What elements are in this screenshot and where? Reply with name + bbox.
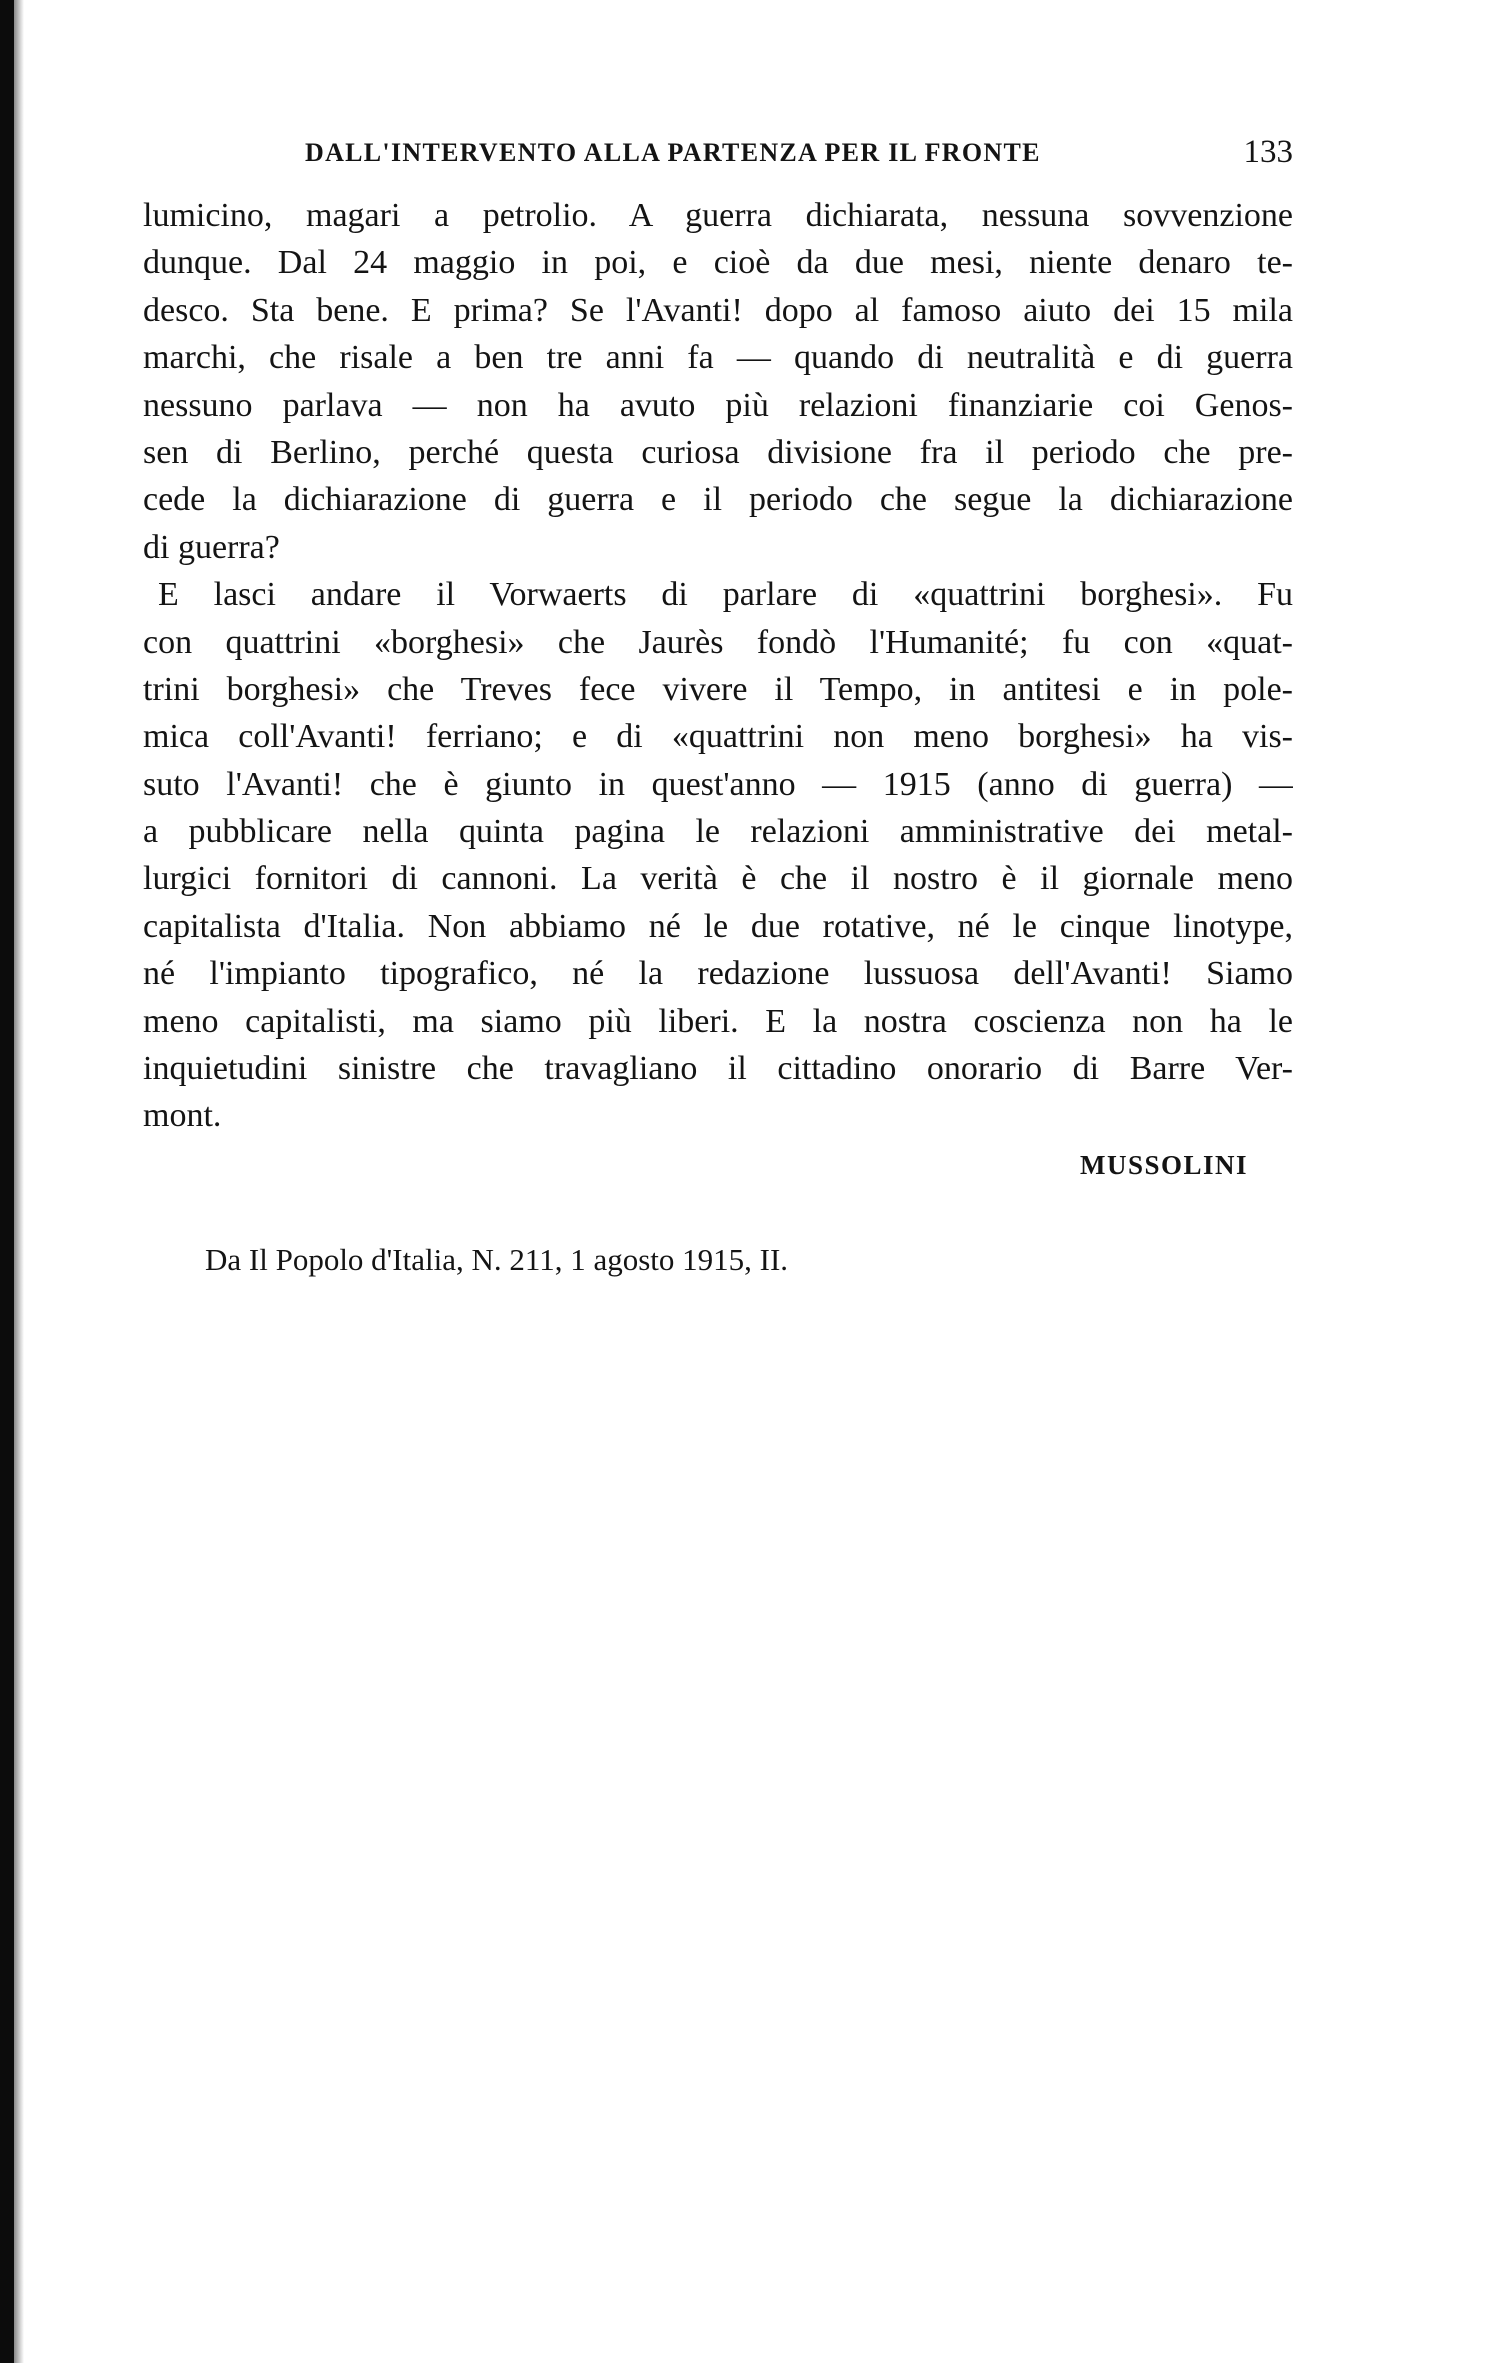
page-number: 133	[1243, 134, 1293, 170]
author-signature: MUSSOLINI	[1080, 1150, 1249, 1180]
text-line: mont.	[143, 1097, 222, 1135]
text-line: capitalista d'Italia. Non abbiamo né le due rotative, né le cinque linotype,	[143, 907, 1293, 945]
book-spine-gradient	[14, 0, 24, 2363]
text-line: né l'impianto tipografico, né la redazione lussuosa dell'Avanti! Siamo	[143, 955, 1293, 993]
text-line: cede la dichiarazione di guerra e il periodo che segue la dichiarazione	[143, 481, 1293, 519]
text-line: dunque. Dal 24 maggio in poi, e cioè da due mesi, niente denaro te-	[143, 244, 1293, 282]
text-line: desco. Sta bene. E prima? Se l'Avanti! dopo al famoso aiuto dei 15 mila	[143, 291, 1293, 329]
text-line: trini borghesi» che Treves fece vivere il Tempo, in antitesi e in pole-	[143, 670, 1293, 708]
text-line: marchi, che risale a ben tre anni fa — quando di neutralità e di guerra	[143, 339, 1293, 377]
text-line: inquietudini sinistre che travagliano il cittadino onorario di Barre Ver-	[143, 1050, 1293, 1088]
text-line: mica coll'Avanti! ferriano; e di «quattrini non meno borghesi» ha vis-	[143, 718, 1293, 756]
text-line: lumicino, magari a petrolio. A guerra dichiarata, nessuna sovvenzione	[143, 197, 1293, 234]
source-note: Da Il Popolo d'Italia, N. 211, 1 agosto 1915, II.	[205, 1242, 789, 1277]
running-title: DALL'INTERVENTO ALLA PARTENZA PER IL FRONTE	[305, 138, 1041, 167]
text-line: con quattrini «borghesi» che Jaurès fondò l'Humanité; fu con «quat-	[143, 623, 1293, 661]
book-spine-shadow	[0, 0, 14, 2363]
text-line: a pubblicare nella quinta pagina le relazioni amministrative dei metal-	[143, 813, 1293, 851]
running-head	[305, 134, 1293, 178]
text-line: meno capitalisti, ma siamo più liberi. E la nostra coscienza non ha le	[143, 1002, 1293, 1040]
text-line: sen di Berlino, perché questa curiosa divisione fra il periodo che pre-	[143, 433, 1293, 471]
text-line: E lasci andare il Vorwaerts di parlare di «quattrini borghesi». Fu	[158, 576, 1293, 614]
text-line: di guerra?	[143, 528, 280, 566]
article-body	[143, 192, 1293, 1140]
text-line: lurgici fornitori di cannoni. La verità è che il nostro è il giornale meno	[143, 860, 1293, 898]
text-line: suto l'Avanti! che è giunto in quest'anno — 1915 (anno di guerra) —	[143, 765, 1293, 803]
text-line: nessuno parlava — non ha avuto più relazioni finanziarie coi Genos-	[143, 386, 1293, 424]
